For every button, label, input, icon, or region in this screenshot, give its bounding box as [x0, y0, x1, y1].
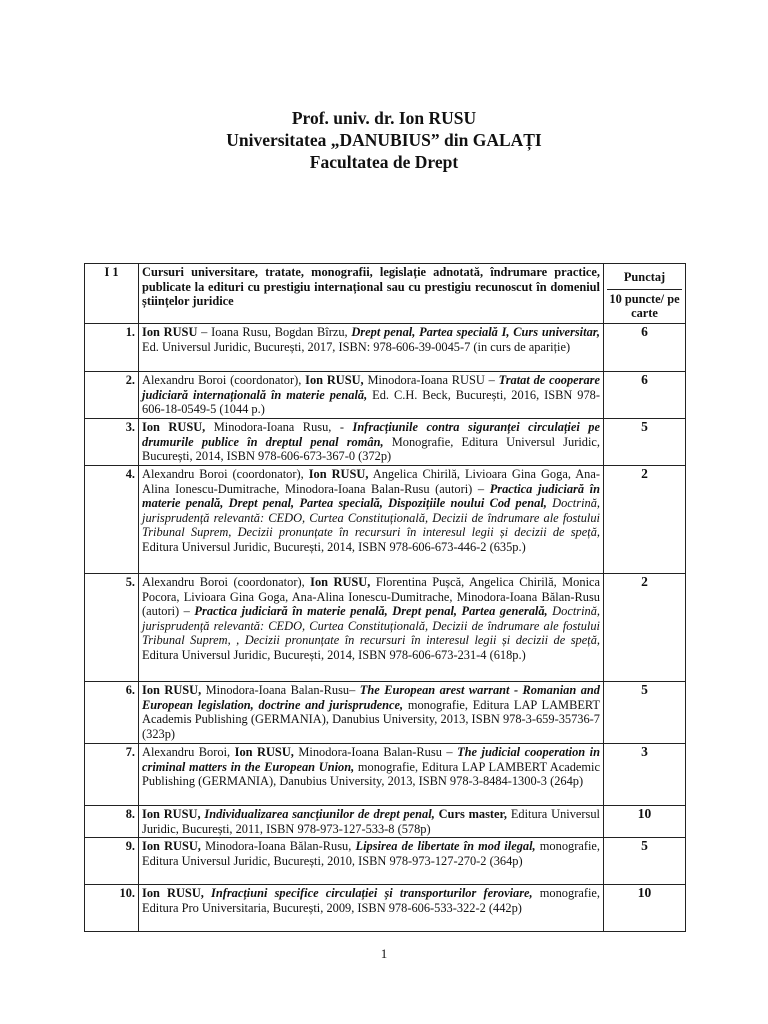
row-number: 7.: [85, 744, 139, 806]
text: Minodora-Ioana Bălan-Rusu,: [200, 839, 356, 854]
author-bold: Ion RUSU,: [234, 745, 294, 759]
text: Alexandru Boroi (coordonator),: [142, 373, 306, 387]
text: Minodora-Ioana Balan-Rusu –: [293, 745, 458, 759]
course-type: Curs master,: [434, 807, 508, 821]
italic-text: Doctrină, jurisprudență relevantă: CEDO, Curtea Constituțională, Decizii de îndrumare ale fostului Tribunal Suprem, Decizii pronunțate în recursuri în interesul legii și decizii de speță,: [142, 496, 601, 540]
university-name: Universitatea „DANUBIUS” din GALAȚI: [226, 130, 542, 150]
title: Lipsirea de libertate în mod ilegal,: [355, 839, 536, 854]
text: Minodora-Ioana RUSU –: [363, 373, 499, 387]
section-code: I 1: [85, 264, 139, 324]
author-bold: Ion RUSU,: [142, 683, 202, 697]
score-subheader: 10 puncte/ pe carte: [609, 292, 680, 320]
text: Florentina Pușcă, Angelica Chirilă, Monica Pocora, Livioara Gina Goga, Ana-Alina Ionescu-Dumitrache, Minodora-Ioana Bălan-Rusu (autori) –: [142, 575, 601, 619]
text: Minodora-Ioana Balan-Rusu–: [201, 683, 360, 697]
table-row: [85, 466, 686, 574]
row-description: [139, 885, 604, 932]
row-number: 3.: [85, 419, 139, 466]
table-header-row: [85, 264, 686, 324]
text: Alexandru Boroi (coordonator),: [142, 467, 309, 481]
author-bold: Ion RUSU: [142, 325, 198, 339]
text: Angelica Chirilă, Livioara Gina Goga, Ana-Alina Ionescu-Dumitrache, Minodora-Ioana Balan-Rusu (autori) –: [142, 467, 600, 496]
row-number: 9.: [85, 838, 139, 885]
publications-table: [84, 263, 686, 932]
row-score: 2: [604, 574, 686, 682]
faculty-name: Facultatea de Drept: [309, 152, 459, 172]
row-description: [139, 682, 604, 744]
text: Editura Universul Juridic, București, 2011, ISBN 978-973-127-533-8 (578p): [142, 807, 600, 836]
author-bold: Ion RUSU,: [142, 839, 201, 854]
row-description: [139, 419, 604, 466]
score-header: Punctaj: [607, 265, 682, 290]
text: monografie, Editura Pro Universitaria, București, 2009, ISBN 978-606-533-322-2 (442p): [142, 886, 600, 915]
row-score: 10: [604, 806, 686, 838]
row-score: 5: [604, 419, 686, 466]
section-title: Cursuri universitare, tratate, monografii, legislație adnotată, îndrumare practice, publicate la edituri cu prestigiu internațional sau cu prestigiu recunoscut în domeniul științelor juridice: [139, 264, 604, 324]
title: Practica judiciară în materie penală, Drept penal, Partea generală,: [194, 604, 548, 619]
text: monografie, Editura LAP LAMBERT Academic Publishing (GERMANIA), Danubius University, 2013, ISBN 978-3-8484-1300-3 (264p): [142, 759, 601, 789]
author-bold: Ion RUSU,: [305, 373, 364, 387]
title: The European arest warrant - Romanian and European legislation, doctrine and jurisprudence,: [142, 683, 600, 712]
row-description: [139, 744, 604, 806]
table-row: [85, 682, 686, 744]
author-bold: Ion RUSU,: [310, 575, 371, 589]
row-description: [139, 806, 604, 838]
row-description: [139, 372, 604, 419]
row-number: 6.: [85, 682, 139, 744]
row-score: 6: [604, 324, 686, 372]
row-score: 6: [604, 372, 686, 419]
row-score: 5: [604, 682, 686, 744]
text: [204, 886, 211, 900]
author-bold: Ion RUSU,: [142, 886, 204, 901]
score-header-cell: [604, 264, 686, 324]
title: Tratat de cooperare judiciară internațională în materie penală,: [142, 373, 601, 402]
document-header: [0, 107, 768, 173]
table-row: [85, 324, 686, 372]
text: Ed. Universul Juridic, București, 2017, ISBN: 978-606-39-0045-7 (in curs de apariție): [142, 339, 571, 354]
row-description: [139, 838, 604, 885]
author-name: Prof. univ. dr. Ion RUSU: [291, 108, 477, 128]
row-number: 8.: [85, 806, 139, 838]
text: Editura Universul Juridic, București, 2014, ISBN 978-606-673-446-2 (635p.): [142, 539, 526, 554]
author-bold: Ion RUSU,: [308, 467, 369, 481]
table-row: [85, 744, 686, 806]
page-number: 1: [380, 946, 388, 961]
title: Drept penal, Partea specială I, Curs universitar,: [351, 325, 601, 339]
text: Alexandru Boroi,: [142, 745, 235, 759]
title: The judicial cooperation in criminal matters in the European Union,: [142, 745, 600, 774]
row-number: 2.: [85, 372, 139, 419]
text: Monografie, Editura Universul Juridic, București, 2014, ISBN 978-606-673-367-0 (372p): [142, 434, 600, 464]
table-row: [85, 885, 686, 932]
row-description: [139, 324, 604, 372]
text: monografie, Editura LAP LAMBERT Academis Publishing (GERMANIA), Danubius University, 2013, ISBN 978-3-659-35736-7 (323p): [142, 697, 600, 741]
row-score: 5: [604, 838, 686, 885]
title: Infracțiuni specifice circulației și transporturilor feroviare,: [211, 886, 533, 901]
row-number: 10.: [85, 885, 139, 932]
text: Editura Universul Juridic, București, 2014, ISBN 978-606-673-231-4 (618p.): [142, 647, 526, 662]
row-number: 4.: [85, 466, 139, 574]
text: monografie, Editura Universul Juridic, București, 2010, ISBN 978-973-127-270-2 (364p): [142, 839, 601, 868]
text: Alexandru Boroi (coordonator),: [142, 575, 311, 589]
table-row: [85, 574, 686, 682]
table-row: [85, 806, 686, 838]
row-score: 3: [604, 744, 686, 806]
text: Ed. C.H. Beck, București, 2016, ISBN 978-606-18-0549-5 (1044 p.): [142, 387, 600, 417]
table-row: [85, 419, 686, 466]
title: Practica judiciară în materie penală, Drept penal, Partea specială, Dispozițiile noului Cod penal,: [142, 481, 600, 511]
italic-text: Doctrină, jurisprudență relevantă: CEDO, Curtea Constituțională, Decizii de îndrumare ale fostului Tribunal Suprem, , Decizii pronunțate în recursuri în interesul legii și decizii de speță,: [142, 604, 601, 648]
row-score: 10: [604, 885, 686, 932]
table-row: [85, 838, 686, 885]
text: – Ioana Rusu, Bogdan Bîrzu,: [197, 325, 352, 339]
row-number: 5.: [85, 574, 139, 682]
row-description: [139, 574, 604, 682]
row-score: 2: [604, 466, 686, 574]
author-bold: Ion RUSU,: [142, 807, 201, 821]
title: Infracțiunile contra siguranței circulației pe drumurile publice în dreptul penal român,: [142, 420, 600, 449]
title: Individualizarea sancțiunilor de drept penal,: [204, 807, 435, 821]
text: Minodora-Ioana Rusu, -: [205, 420, 353, 434]
row-number: 1.: [85, 324, 139, 372]
author-bold: Ion RUSU,: [142, 420, 206, 434]
table-row: [85, 372, 686, 419]
row-description: [139, 466, 604, 574]
